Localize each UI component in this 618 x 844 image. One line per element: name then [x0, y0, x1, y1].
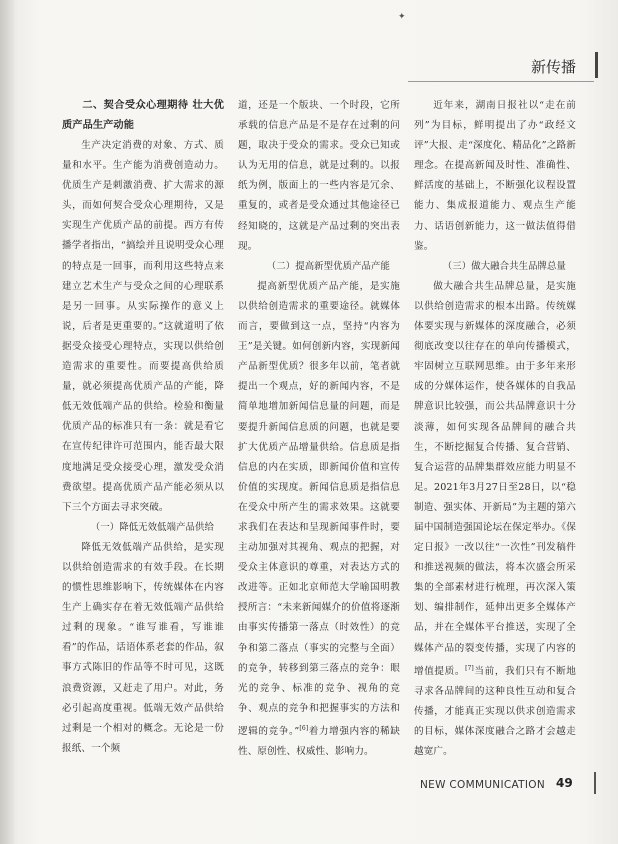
reference-marker: [6]: [299, 724, 309, 732]
paragraph-text: 着力增强内容的稀缺性、原创性、权威性、影响力。: [238, 726, 400, 758]
section-title: 新传播: [530, 58, 576, 76]
paragraph: 生产决定消费的对象、方式、质量和水平。生产能为消费创造动力。优质生产是刺激消费、扩大需求的源头，而如何契合受众心理期待，又是实现生产优质产品的前提。西方有传播学者指出，“搞绘并且说明受众心理的特点是一回事，而利用这些特点来建立艺术生产与受众之间的心理联系是另一回事。从实际操作的意义上说，后者是更重要的。”这就道明了依据受众接受心理特点，实现以供给创造需求的重要性。而要提高供给质量，就必须提高优质产品的产能，降低无效低端产品的供给。检验和衡量优质产品的标准只有一条：就是看它在宣传纪律许可范围内，能否最大限度地满足受众接受心理，激发受众消费欲望。提高优质产品产能必须从以下三个方面去寻求突破。: [62, 140, 224, 513]
column-3: [414, 96, 576, 762]
paragraph-text: 当前，我们只有不断地寻求各品牌间的这种良性互动和复合传播，才能真正实现以供求创造需求的目标，媒体深度融合之路才会越走越宽广。: [414, 665, 576, 758]
paragraph-text: 做大融合共生品牌总量，是实施以供给创造需求的根本出路。传统媒体要实现与新媒体的深度融合，必须彻底改变以往存在的单向传播模式，牢固树立互联网思维。由于多年来形成的分媒体运作，使各媒体的自我品牌意识比较强，而公共品牌意识十分淡薄，如何实现各品牌间的融合共生，不断挖掘复合传播、复合营销、复合运营的品牌集群效应能力明显不足。2021年3月27日至28日，以“稳制造、强实体、开新局”为主题的第六届中国制造强国论坛在保定举办。《保定日报》一改以往“一次性”刊发稿件和推送视频的做法，将本次盛会所采集的全部素材进行梳理，再次深入策划、编排制作，延伸出更多全媒体产品，并在全媒体平台推送，实现了全媒体产品的裂变传播，实现了内容的增值提质。: [414, 280, 576, 677]
paragraph: [238, 277, 400, 762]
header-bar: [595, 52, 598, 78]
subheading: （一）降低无效低端产品供给: [90, 521, 214, 533]
column-2: [238, 96, 400, 762]
footer-bar: [594, 772, 596, 794]
page-binding-shadow: [0, 0, 14, 844]
column-1: [62, 96, 224, 759]
header-rule: [408, 81, 594, 82]
paragraph: [414, 277, 576, 762]
section-heading: 二、契合受众心理期待 壮大优质产品生产动能: [62, 100, 224, 131]
subheading: （二）提高新型优质产品产能: [266, 260, 390, 272]
subheading: （三）做大融合共生品牌总量: [442, 260, 566, 272]
paragraph: 近年来，湖南日报社以“走在前列”为目标，鲜明提出了办“政经文评”大报、走“深度化、精品化”之路新理念。在提高新闻及时性、准确性、鲜活度的基础上，不断强化议程设置能力、集成报道能力、观点生产能力、话语创新能力，这一做法值得借鉴。: [414, 100, 576, 252]
reference-marker: [7]: [465, 664, 474, 672]
printing-mark: ✦: [398, 12, 406, 22]
paragraph-text: 提高新型优质产品产能，是实施以供给创造需求的重要途径。就媒体而言，要做到这一点，坚持“内容为王”是关键。如何创新内容，实现新闻产品新型优质？很多年以前，笔者就提出一个观点，好的新闻内容，不是简单地增加新闻信息量的问题，而是要提升新闻信息质的问题，也就是要扩大优质产品增量供给。信息质是指信息的内在实质，即新闻价值和宣传价值的实现度。新闻信息质是指信息在受众中所产生的需求效果。这就要求我们在表达和呈现新闻事件时，要主动加强对其视角、观点的把握，对受众主体意识的尊重，对表达方式的改进等。正如北京师范大学喻国明教授所言：“未来新闻媒介的价值将逐渐由事实传播第一落点（时效性）的竞争和第二落点（事实的完整与全面）的竞争，转移到第三落点的竞争：眼光的竞争、标准的竞争、视角的竞争、观点的竞争和把握事实的方法和逻辑的竞争。”: [238, 280, 400, 738]
magazine-name: NEW COMMUNICATION: [420, 779, 545, 791]
paragraph: 降低无效低端产品供给，是实现以供给创造需求的有效手段。在长期的惯性思维影响下，传统媒体在内容生产上确实存在着无效低端产品供给过剩的现象。“谁写谁看，写谁谁看”的作品，话语体系老套的作品，叙事方式陈旧的作品等不时可见，这既浪费资源，又赶走了用户。对此，务必引起高度重视。低端无效产品供给过剩是一个相对的概念。无论是一份报纸、一个频: [62, 541, 224, 754]
page-number: 49: [556, 776, 573, 790]
paragraph: 道，还是一个版块、一个时段，它所承载的信息产品是不是存在过剩的问题，取决于受众的需求。受众已知或认为无用的信息，就是过剩的。以报纸为例，版面上的一些内容是冗余、重复的，或者是受众通过其他途径已经知晓的，这就是产品过剩的突出表现。: [238, 100, 400, 252]
